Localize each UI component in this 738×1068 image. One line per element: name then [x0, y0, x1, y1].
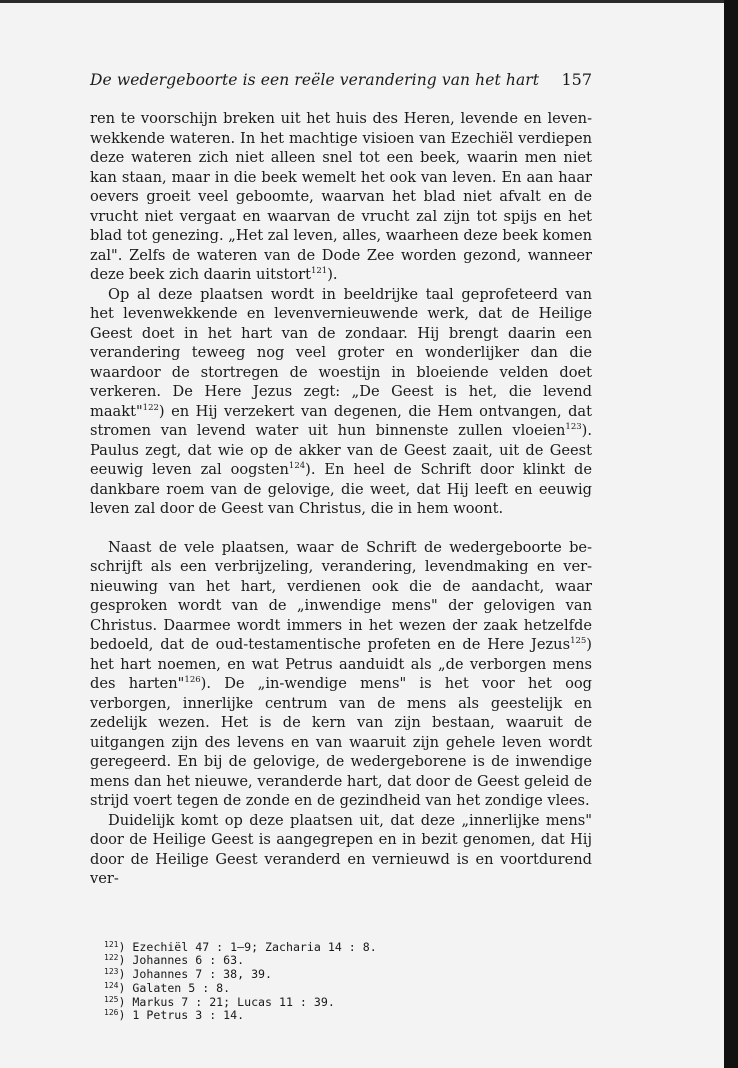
book-page — [90, 70, 592, 1023]
paragraph-3: Naast de vele plaatsen, waar de Schrift de wedergeboorte be-schrijft als een verbrijzeling, verandering, levendmaking en ver-nieuwing van het hart, verdienen ook die de aandacht, waar gesproken wordt van de „inwendige mens" der gelovigen van Christus. Daarmee wordt immers in het wezen der zaak hetzelfde bedoeld, dat de oud-testamentische profeten en de Here Jezus$^{125}$) het hart noemen, en wat Petrus aanduidt als „de verborgen mens des harten"$^{126}$). De „in-wendige mens" is het voor het oog verborgen, innerlijke centrum van de mens als geestelijk en zedelijk wezen. Het is de kern van zijn bestaan, waaruit de uitgangen zijn des levens en van waaruit zijn gehele leven wordt geregeerd. En bij de gelovige, de wedergeborene is de inwendige mens dan het nieuwe, veranderde hart, dat door de Geest geleid de strijd voert tegen de zonde en de gezindheid van het zondige vlees. — [90, 538, 592, 809]
footnote-125: $^{125}$) Markus 7 : 21; Lucas 11 : 39. — [104, 994, 335, 1009]
running-title: De wedergeboorte is een reële verandering van het hart — [90, 71, 540, 89]
scan-right-edge — [724, 0, 738, 1068]
footnotes — [104, 941, 592, 1024]
footnote-122: $^{122}$) Johannes 6 : 63. — [104, 953, 245, 968]
body-text — [90, 109, 592, 889]
footnote-ref-126: 126 — [184, 675, 201, 685]
paragraph-2: Op al deze plaatsen wordt in beeldrijke taal geprofeteerd van het levenwekkende en levenvernieuwende werk, dat de Heilige Geest doet in het hart van de zondaar. Hij brengt daarin een verandering teweeg nog veel groter en wonderlijker dan die waardoor de stortregen de woestijn in bloeiende velden doet verkeren. De Here Jezus zegt: „De Geest is het, die levend maakt"$^{122}$) en Hij verzekert van degenen, die Hem ontvangen, dat stromen van levend water uit hun binnenste zullen vloeien$^{123}$). Paulus zegt, dat wie op de akker van de Geest zaait, uit de Geest eeuwig leven zal oogsten$^{124}$). En heel de Schrift door klinkt de dankbare roem van de gelovige, die weet, dat Hij leeft en eeuwig leven zal door de Geest van Christus, die in hem woont. — [90, 285, 592, 517]
page-top-edge — [0, 0, 738, 3]
footnote-ref-124: 124 — [288, 461, 306, 471]
footnote-ref-122: 122 — [142, 402, 159, 413]
footnote-124: $^{124}$) Galaten 5 : 8. — [104, 980, 231, 995]
footnote-ref-123: 123 — [565, 422, 582, 432]
footnote-ref-121: 121 — [310, 266, 328, 276]
paragraph-1: ren te voorschijn breken uit het huis des Heren, levende en leven-wekkende wateren. In het machtige visioen van Ezechiël verdiepen deze wateren zich niet alleen snel tot een beek, waarin men niet kan staan, maar in die beek wemelt het ook van leven. En aan haar oevers groeit veel geboomte, waarvan het blad niet afvalt en de vrucht niet vergaat en waarvan de vrucht zal zijn tot spijs en het blad tot genezing. „Het zal leven, alles, waarheen deze beek komen zal". Zelfs de wateren van de Dode Zee worden gezond, wanneer deze beek zich daarin uitstort$^{121}$). — [90, 110, 592, 283]
page-header — [90, 70, 592, 89]
footnote-ref-125: 125 — [570, 636, 587, 646]
footnote-123: $^{123}$) Johannes 7 : 38, 39. — [104, 967, 273, 982]
footnote-121: $^{121}$) Ezechiël 47 : 1—9; Zacharia 14 : 8. — [104, 939, 377, 954]
paragraph-4: Duidelijk komt op deze plaatsen uit, dat deze „innerlijke mens" door de Heilige Geest is aangegrepen en in bezit genomen, dat Hij door de Heilige Geest veranderd en vernieuwd is en voortdurend ver- — [90, 811, 592, 887]
footnote-126: $^{126}$) 1 Petrus 3 : 14. — [104, 1008, 245, 1023]
page-number: 157 — [561, 70, 592, 89]
